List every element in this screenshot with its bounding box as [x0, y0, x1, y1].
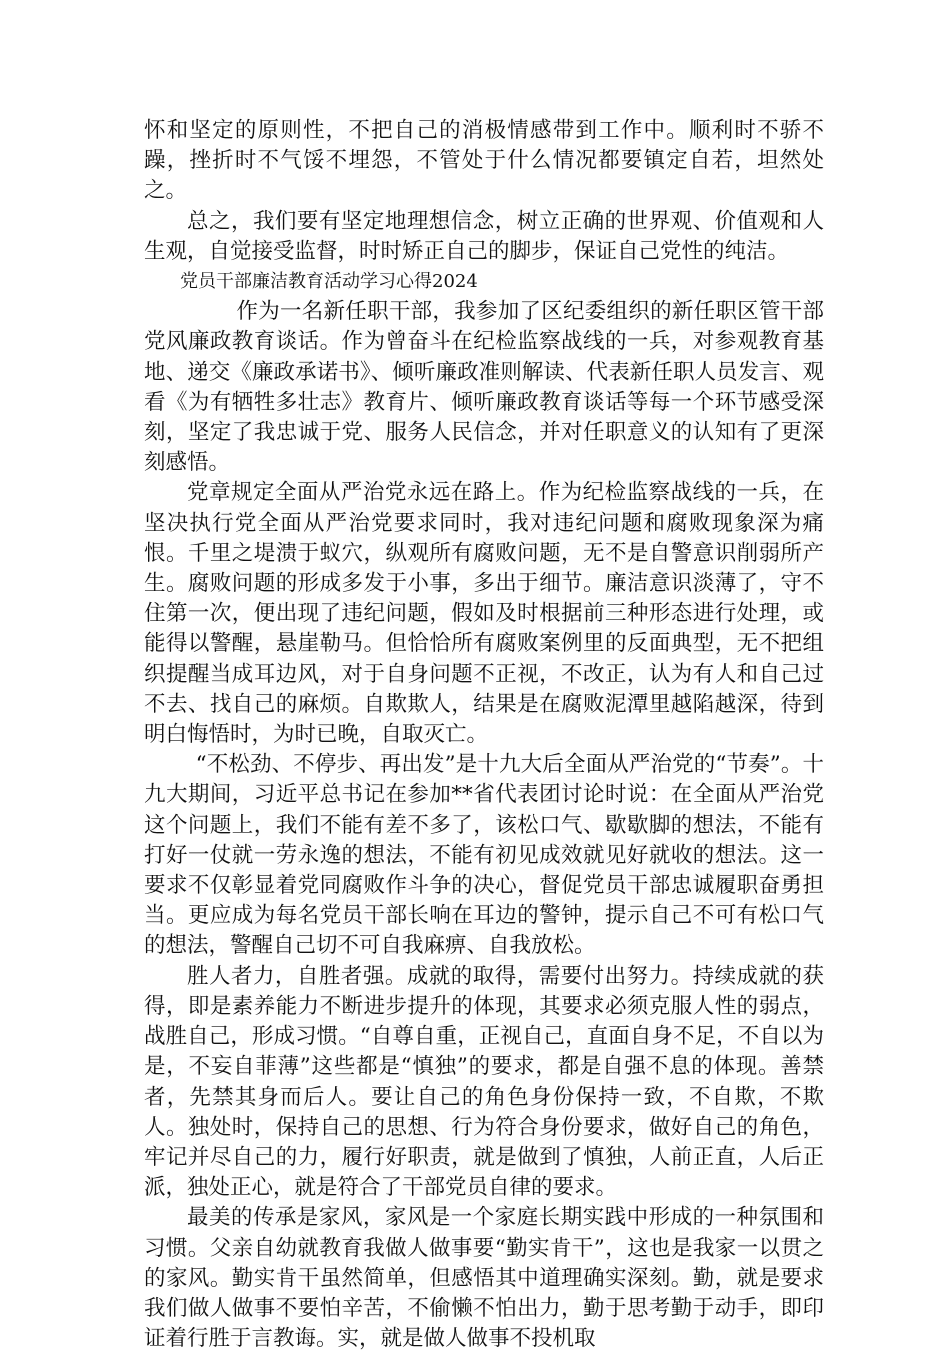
- paragraph-party-rules: 党章规定全面从严治党永远在路上。作为纪检监察战线的一兵，在坚决执行党全面从严治党要求同时，我对违纪问题和腐败现象深为痛恨。千里之堤溃于蚁穴，纵观所有腐败问题，无不是自警意识削弱所产生。腐败问题的形成多发于小事，多出于细节。廉洁意识淡薄了，守不住第一次，便出现了违纪问题，假如及时根据前三种形态进行处理，或能得以警醒，悬崖勒马。但恰恰所有腐败案例里的反面典型，无不把组织提醒当成耳边风，对于自身问题不正视，不改正，认为有人和自己过不去、找自己的麻烦。自欺欺人，结果是在腐败泥潭里越陷越深，待到明白悔悟时，为时已晚，自取灭亡。: [144, 480, 824, 748]
- paragraph-rhythm: “不松劲、不停步、再出发”是十九大后全面从严治党的“节奏”。十九大期间，习近平总书记在参加**省代表团讨论时说：在全面从严治党这个问题上，我们不能有差不多了，该松口气、歇歇脚的想法，不能有打好一仗就一劳永逸的想法，不能有初见成效就见好就收的想法。这一要求不仅彰显着党同腐败作斗争的决心，督促党员干部忠诚履职奋勇担当。更应成为每名党员干部长响在耳边的警钟，提示自己不可有松口气的想法，警醒自己切不可自我麻痹、自我放松。: [144, 752, 824, 959]
- paragraph-family-tradition: 最美的传承是家风，家风是一个家庭长期实践中形成的一种氛围和习惯。父亲自幼就教育我做人做事要“勤实肯干”，这也是我家一以贯之的家风。勤实肯干虽然简单，但感悟其中道理确实深刻。勤，就是要求我们做人做事不要怕辛苦，不偷懒不怕出力，勤于思考勤于动手，即印证着行胜于言教诲。实，就是做人做事不投机取: [144, 1205, 824, 1352]
- paragraph-intro: 作为一名新任职干部，我参加了区纪委组织的新任职区管干部党风廉政教育谈话。作为曾奋斗在纪检监察战线的一兵，对参观教育基地、递交《廉政承诺书》、倾听廉政准则解读、代表新任职人员发言、观看《为有牺牲多壮志》教育片、倾听廉政教育谈话等每一个环节感受深刻，坚定了我忠诚于党、服务人民信念，并对任职意义的认知有了更深刻感悟。: [144, 299, 824, 476]
- document-body: [144, 116, 824, 1354]
- paragraph-continued: 怀和坚定的原则性，不把自己的消极情感带到工作中。顺利时不骄不躁，挫折时不气馁不埋怨，不管处于什么情况都要镇定自若，坦然处之。: [144, 118, 824, 204]
- paragraph-self-discipline: 胜人者力，自胜者强。成就的取得，需要付出努力。持续成就的获得，即是素养能力不断进步提升的体现，其要求必须克服人性的弱点，战胜自己，形成习惯。“自尊自重，正视自己，直面自身不足，不自以为是，不妄自菲薄”这些都是“慎独”的要求，都是自强不息的体现。善禁者，先禁其身而后人。要让自己的角色身份保持一致，不自欺，不欺人。独处时，保持自己的思想、行为符合身份要求，做好自己的角色，牢记并尽自己的力，履行好职责，就是做到了慎独，人前正直，人后正派，独处正心，就是符合了干部党员自律的要求。: [144, 963, 824, 1201]
- section-title: 党员干部廉洁教育活动学习心得2024: [180, 271, 478, 293]
- paragraph-conclusion: 总之，我们要有坚定地理想信念，树立正确的世界观、价值观和人生观，自觉接受监督，时时矫正自己的脚步，保证自己党性的纯洁。: [144, 208, 824, 264]
